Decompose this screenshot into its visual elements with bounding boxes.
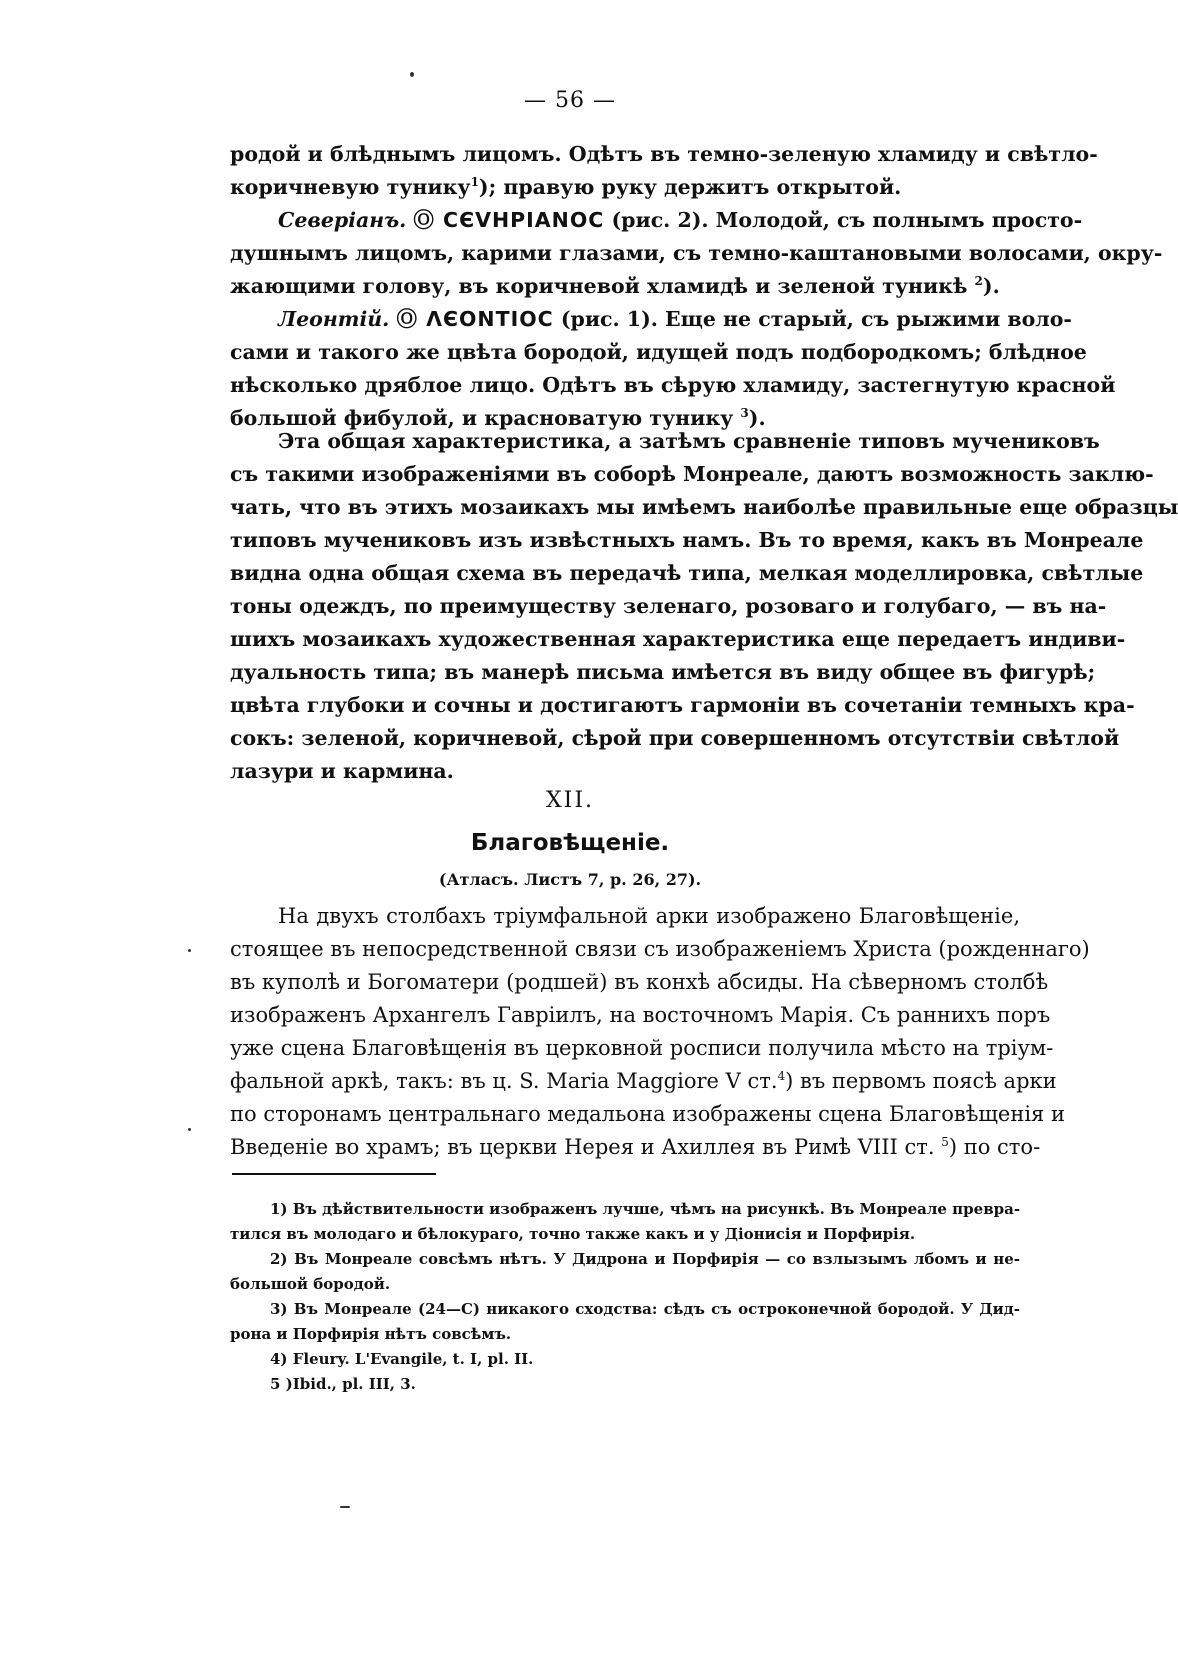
scan-speck xyxy=(340,1506,350,1508)
footnote-3: 3) Въ Монреале (24—С) никакого сходства: сѣдъ съ остроконечной бородой. У Дид- xyxy=(270,1300,1020,1318)
scan-speck xyxy=(188,949,191,952)
footnote-5: 5 )Ibid., pl. III, 3. xyxy=(270,1375,416,1393)
footnote-1-cont: тился въ молодаго и бѣлокураго, точно также какъ и у Діонисія и Порфирія. xyxy=(230,1225,916,1243)
atlas-reference: (Атласъ. Листъ 7, р. 26, 27). xyxy=(438,870,702,889)
page-number: — 56 — xyxy=(524,88,616,113)
text-line: сокъ: зеленой, коричневой, сѣрой при совершенномъ отсутствіи свѣтлой xyxy=(230,726,1120,750)
text-line: душнымъ лицомъ, карими глазами, съ темно-каштановыми волосами, окру- xyxy=(230,241,1163,265)
footnotes xyxy=(230,1197,1020,1397)
scan-speck xyxy=(410,72,414,77)
text-line: стоящее въ непосредственной связи съ изображеніемъ Христа (рожденнаго) xyxy=(230,937,1090,961)
text-line: чать, что въ этихъ мозаикахъ мы имѣемъ наиболѣе правильные еще образцы xyxy=(230,495,1178,519)
text-line-severian: Северіанъ. Ⓞ СЄVНРІАNОС (рис. 2). Молодой, съ полнымъ просто- xyxy=(278,208,1083,232)
paragraph-characteristics xyxy=(230,425,1178,788)
footnote-ref[interactable]: 2 xyxy=(974,274,983,289)
text-line: Введеніе во храмъ; въ церкви Нерея и Ахиллея въ Римѣ VIII ст. $^5$) по сто- xyxy=(230,1135,1041,1159)
greek-inscription: Ⓞ ΛЄОΝΤΙΟС xyxy=(396,307,554,331)
text-line: уже сцена Благовѣщенія въ церковной росписи получила мѣсто на тріум- xyxy=(230,1036,1054,1060)
text-line: родой и блѣднымъ лицомъ. Одѣтъ въ темно-зеленую хламиду и свѣтло- xyxy=(230,142,1098,166)
text-line: типовъ мучениковъ изъ извѣстныхъ намъ. Въ то время, какъ въ Монреале xyxy=(230,528,1144,552)
footnote-ref[interactable]: 4 xyxy=(777,1069,786,1083)
text-line: видна одна общая схема въ передачѣ типа, мелкая моделлировка, свѣтлые xyxy=(230,561,1144,585)
text-line: сами и такого же цвѣта бородой, идущей подъ подбородкомъ; блѣдное xyxy=(230,340,1087,364)
text-line: дуальность типа; въ манерѣ письма имѣется въ виду общее въ фигурѣ; xyxy=(230,660,1096,684)
footnote-ref[interactable]: 5 xyxy=(941,1135,949,1149)
footnote-divider xyxy=(232,1173,436,1175)
section-title: Благовѣщеніе. xyxy=(470,830,670,856)
text-line: тоны одеждъ, по преимуществу зеленаго, розоваго и голубаго, — въ на- xyxy=(230,594,1107,618)
footnote-ref[interactable]: 1 xyxy=(470,175,479,190)
text-line: коричневую тунику$^1$); правую руку держитъ открытой. xyxy=(230,175,902,199)
text-line: Эта общая характеристика, а затѣмъ сравненіе типовъ мучениковъ xyxy=(278,429,1100,453)
text-line: лазури и кармина. xyxy=(230,759,454,783)
scan-speck xyxy=(188,1128,191,1131)
text-line: жающими голову, въ коричневой хламидѣ и зеленой туникѣ $^2$). xyxy=(230,274,1000,298)
footnote-ref[interactable]: 3 xyxy=(740,406,749,421)
paragraph-saints-descriptions xyxy=(230,138,1163,435)
text-line: нѣсколько дряблое лицо. Одѣтъ въ сѣрую хламиду, застегнутую красной xyxy=(230,373,1116,397)
text-line: изображенъ Архангелъ Гавріилъ, на восточномъ Марія. Съ раннихъ поръ xyxy=(230,1003,1051,1027)
saint-name: Северіанъ. xyxy=(278,208,407,232)
text-line: цвѣта глубоки и сочны и достигаютъ гармоніи въ сочетаніи темныхъ кра- xyxy=(230,693,1135,717)
footnote-3-cont: рона и Порфирія нѣтъ совсѣмъ. xyxy=(230,1325,512,1343)
paragraph-annunciation xyxy=(230,900,1090,1164)
text-line: шихъ мозаикахъ художественная характеристика еще передаетъ индиви- xyxy=(230,627,1126,651)
saint-name: Леонтій. xyxy=(278,307,390,331)
text-line: по сторонамъ центральнаго медальона изображены сцена Благовѣщенія и xyxy=(230,1102,1065,1126)
text-line: съ такими изображеніями въ соборѣ Монреале, даютъ возможность заклю- xyxy=(230,462,1154,486)
text-line: На двухъ столбахъ тріумфальной арки изображено Благовѣщеніе, xyxy=(278,904,1020,928)
footnote-2: 2) Въ Монреале совсѣмъ нѣтъ. У Дидрона и Порфирія — со взлызымъ лбомъ и не- xyxy=(270,1250,1020,1268)
section-number: XII. xyxy=(545,788,595,813)
text-line: фальной аркѣ, такъ: въ ц. S. Maria Maggiore V ст.$^4$) въ первомъ поясѣ арки xyxy=(230,1069,1057,1093)
text-line-leontius: Леонтій. Ⓞ ΛЄОΝΤΙΟС (рис. 1). Еще не старый, съ рыжими воло- xyxy=(278,307,1072,331)
footnote-4: 4) Fleury. L'Evangile, t. I, pl. II. xyxy=(270,1350,534,1368)
greek-inscription: Ⓞ СЄVНРІАNОС xyxy=(413,208,605,232)
text-line: въ куполѣ и Богоматери (родшей) въ конхѣ абсиды. На сѣверномъ столбѣ xyxy=(230,970,1049,994)
text-line: большой фибулой, и красноватую тунику $^3$). xyxy=(230,406,766,430)
footnote-1: 1) Въ дѣйствительности изображенъ лучше, чѣмъ на рисункѣ. Въ Монреале превра- xyxy=(270,1200,1021,1218)
footnote-2-cont: большой бородой. xyxy=(230,1275,391,1293)
